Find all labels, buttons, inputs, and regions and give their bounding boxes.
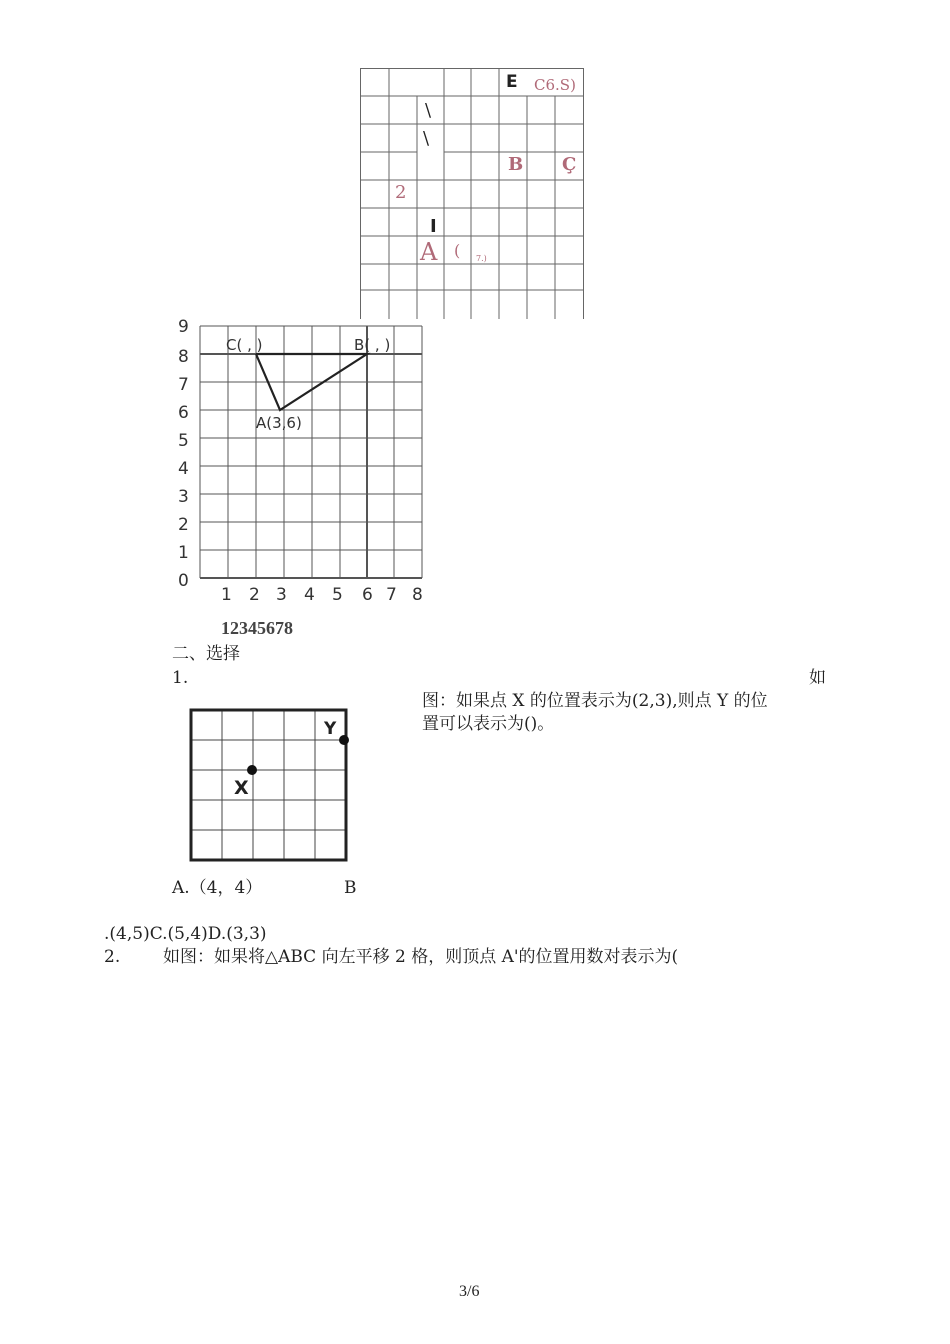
x-tick: 1 [221,585,232,605]
y-tick: 6 [178,403,189,423]
x-tick: 6 [362,585,373,605]
backslash-mark-2: \ [423,128,430,149]
question-1-line-2: 置可以表示为()。 [422,714,555,734]
point-x-label: X [234,777,249,799]
y-tick: 4 [178,459,189,479]
point-a-label: A(3,6) [256,414,302,432]
point-y-dot [339,735,349,745]
figure-1-grid-lines [360,68,584,319]
x-tick: 3 [276,585,287,605]
figure-2-coordinate-grid [170,316,430,606]
point-b-label: B( , ) [354,336,391,354]
question-1-line-1: 图：如果点 X 的位置表示为(2,3),则点 Y 的位 [422,691,768,711]
x-tick: 7 [386,585,397,605]
figure-2-caption: 12345678 [221,618,293,638]
label-c: Ç [562,154,577,175]
y-tick: 0 [178,571,189,591]
figure-1-grid [360,68,584,319]
label-e-coordinate: C6.S) [534,76,576,94]
label-a: A [420,238,438,266]
point-y-label: Y [324,719,337,739]
point-x-dot [247,765,257,775]
question-2-number: 2. [104,947,121,967]
figure-2-svg [170,316,430,606]
page-number: 3/6 [459,1283,480,1300]
y-tick: 9 [178,317,189,337]
question-1-number: 1. [172,668,189,688]
y-tick: 3 [178,487,189,507]
y-tick: 8 [178,347,189,367]
x-axis-ticks [221,585,423,605]
label-e: E [506,72,518,92]
option-b-letter: B [344,878,357,898]
question-1-first-char: 如 [809,668,826,688]
x-tick: 2 [249,585,260,605]
y-tick: 2 [178,515,189,535]
option-a: A.（4，4） [172,878,263,898]
label-a-small: 7.) [476,254,487,263]
question-2-text: 如图：如果将△ABC 向左平移 2 格，则顶点 A'的位置用数对表示为( [163,947,679,967]
figure-3-svg [188,706,352,864]
backslash-mark-1: \ [425,100,432,121]
options-bcd: .(4,5)C.(5,4)D.(3,3) [104,924,267,944]
label-b: B [508,154,524,175]
label-two: 2 [395,182,407,203]
label-a-paren: ( [454,241,461,260]
x-tick: 5 [332,585,343,605]
y-tick: 5 [178,431,189,451]
figure-3-xy-grid [188,706,352,864]
x-tick: 4 [304,585,315,605]
section-heading: 二、选择 [172,644,240,664]
bar-mark: I [430,216,437,237]
x-tick: 8 [412,585,423,605]
y-axis-ticks [178,317,189,591]
point-c-label: C( , ) [226,336,263,354]
y-tick: 1 [178,543,189,563]
y-tick: 7 [178,375,189,395]
